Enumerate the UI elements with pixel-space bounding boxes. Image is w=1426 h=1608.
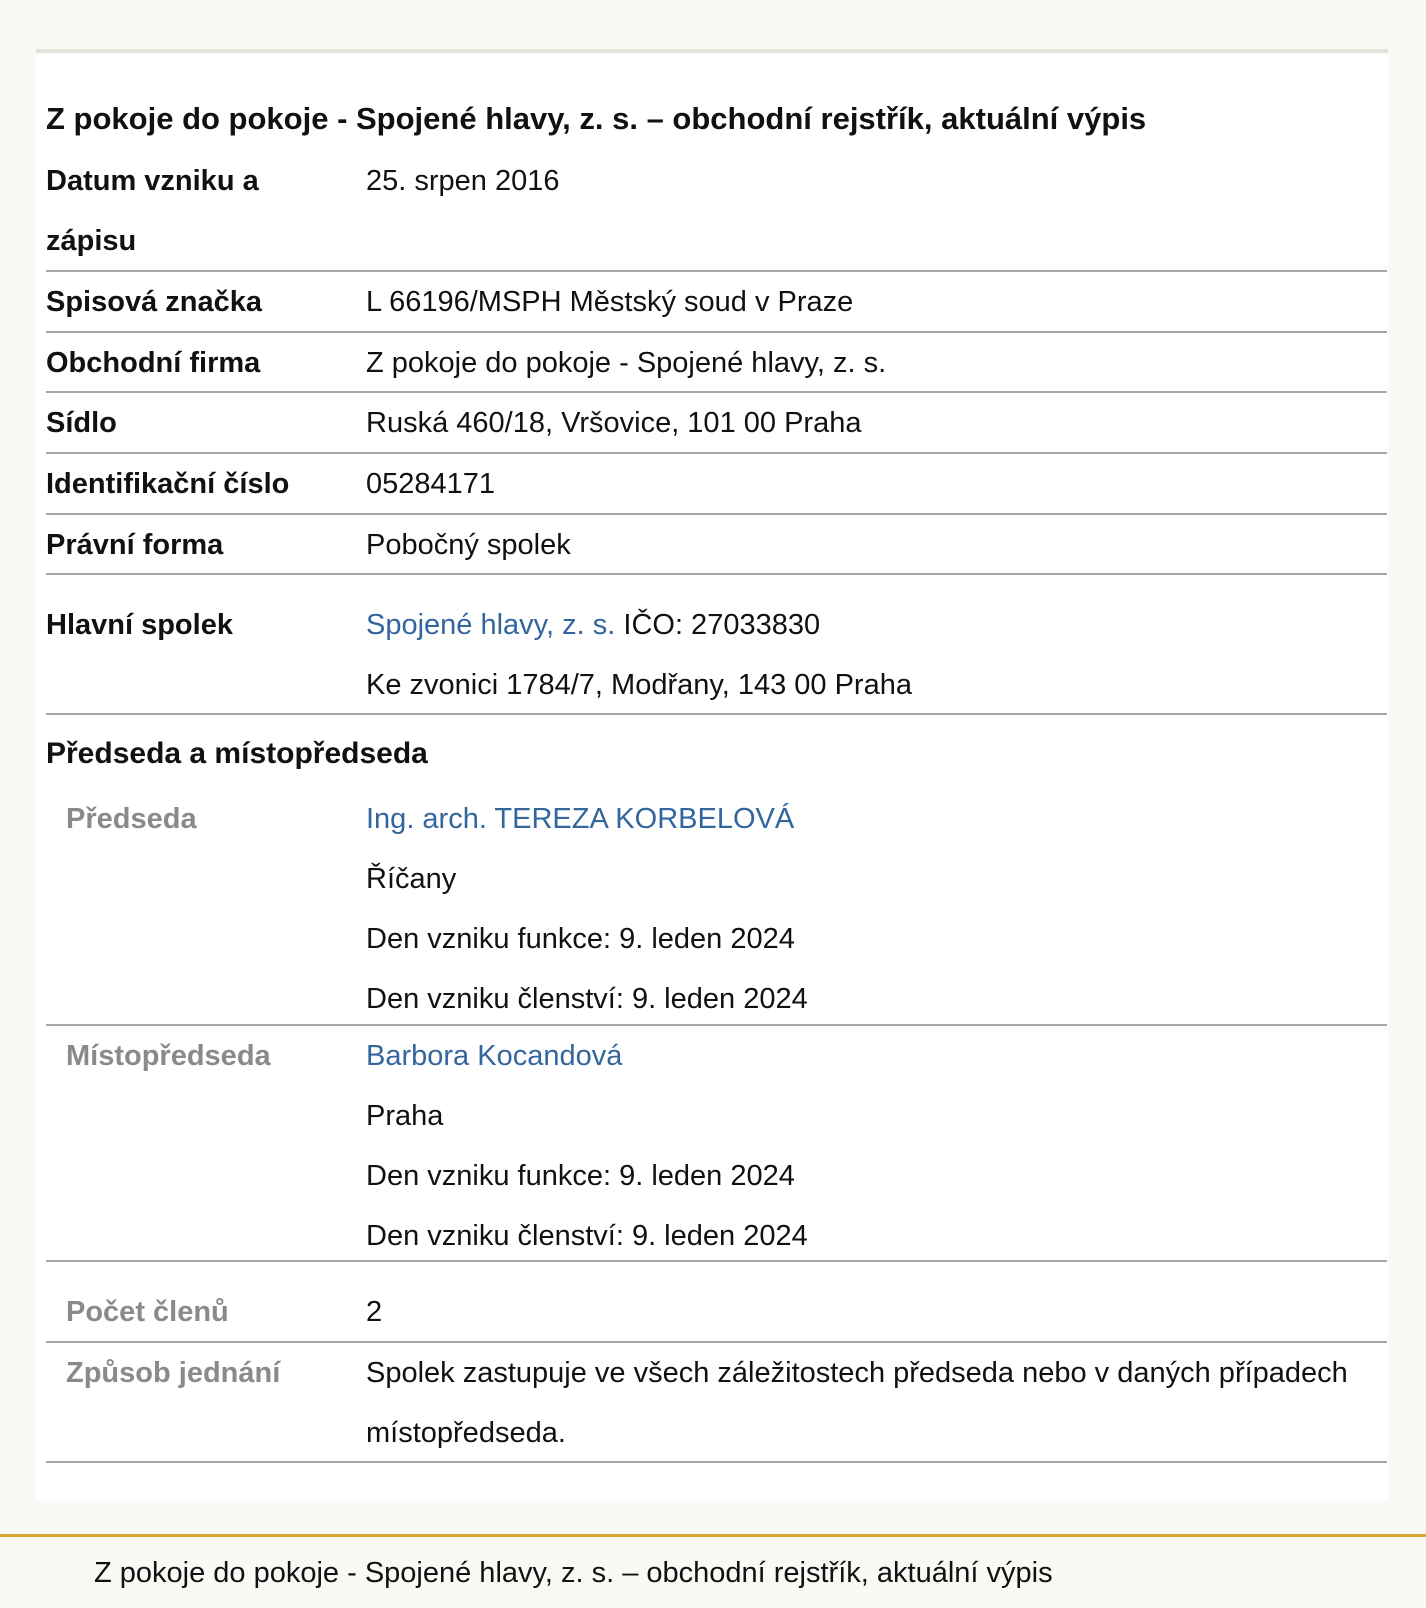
row-company-name [46,333,1387,393]
main-association-address: Ke zvonici 1784/7, Modřany, 143 00 Praha [366,669,912,701]
row-representation [46,1343,1387,1463]
founding-date-label: Datum vzniku a zápisu [46,165,259,257]
vice-chairman-membership-start: Den vzniku členství: 9. leden 2024 [366,1220,808,1252]
main-association-line [366,595,912,655]
row-file-number [46,272,1387,333]
row-member-count [46,1262,1387,1343]
row-main-association [46,575,1387,715]
file-number-value: L 66196/MSPH Městský soud v Praze [366,286,854,318]
id-number-value: 05284171 [366,468,496,500]
legal-form-label: Právní forma [46,529,224,561]
legal-form-value: Pobočný spolek [366,529,571,561]
register-card [36,49,1388,1501]
chairman-label: Předseda [66,803,197,835]
vice-chairman-name-link[interactable]: Barbora Kocandová [366,1040,623,1072]
seat-label: Sídlo [46,407,117,439]
main-association-value [366,595,912,715]
vice-chairman-label: Místopředseda [66,1040,271,1072]
page-title: Z pokoje do pokoje - Spojené hlavy, z. s. – obchodní rejstřík, aktuální výpis [46,101,1147,136]
vice-chairman-place: Praha [366,1100,444,1132]
representation-line-1: Spolek zastupuje ve všech záležitostech předseda nebo v daných případech [366,1357,1348,1389]
chairman-membership-start: Den vzniku členství: 9. leden 2024 [366,983,808,1015]
seat-value: Ruská 460/18, Vršovice, 101 00 Praha [366,407,862,439]
row-founding-date [46,151,1387,272]
main-association-label: Hlavní spolek [46,609,233,641]
chairman-name-link[interactable]: Ing. arch. TEREZA KORBELOVÁ [366,803,795,835]
member-count-label: Počet členů [66,1296,229,1328]
company-name-label: Obchodní firma [46,347,261,379]
vice-chairman-value [366,1026,808,1266]
file-number-label: Spisová značka [46,286,262,318]
row-legal-form [46,515,1387,575]
row-seat [46,393,1387,454]
row-vice-chairman [46,1026,1387,1262]
vice-chairman-function-start: Den vzniku funkce: 9. leden 2024 [366,1160,795,1192]
representation-value [366,1343,1348,1463]
representation-label: Způsob jednání [66,1357,281,1389]
chairman-function-start: Den vzniku funkce: 9. leden 2024 [366,923,795,955]
id-number-label: Identifikační číslo [46,468,290,500]
board-heading: Předseda a místopředseda [46,737,428,770]
main-association-link[interactable]: Spojené hlavy, z. s. [366,609,616,641]
chairman-value [366,789,808,1029]
chairman-place: Říčany [366,863,457,895]
row-chairman [46,789,1387,1026]
main-association-ico: IČO: 27033830 [623,609,821,641]
footer-text: Z pokoje do pokoje - Spojené hlavy, z. s. – obchodní rejstřík, aktuální výpis [94,1557,1053,1589]
company-name-value: Z pokoje do pokoje - Spojené hlavy, z. s. [366,347,887,379]
row-id-number [46,454,1387,515]
footer [0,1534,1426,1608]
representation-line-2: místopředseda. [366,1417,566,1449]
member-count-value: 2 [366,1296,383,1328]
founding-date-value: 25. srpen 2016 [366,165,560,197]
